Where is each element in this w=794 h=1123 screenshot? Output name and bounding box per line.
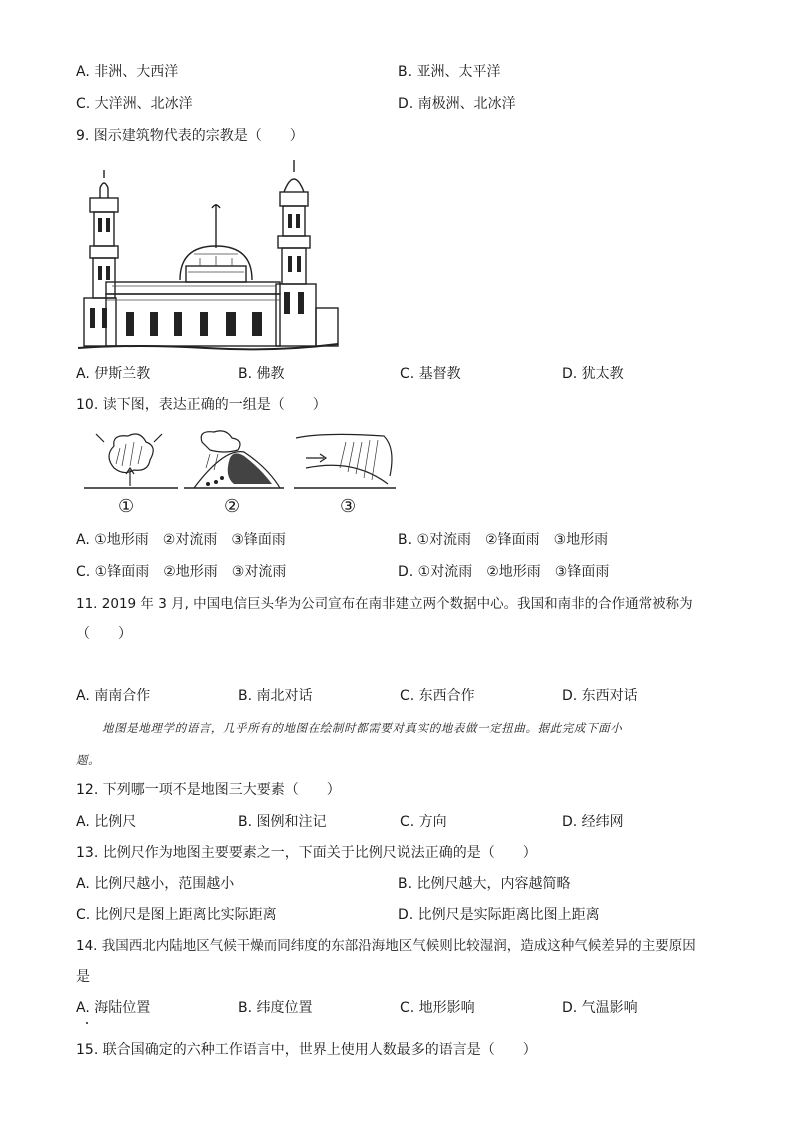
- stray-mark: [86, 1022, 88, 1024]
- q9-option-c[interactable]: C. 基督教: [400, 366, 461, 382]
- q12-option-c[interactable]: C. 方向: [400, 814, 447, 830]
- q12-option-d[interactable]: D. 经纬网: [562, 814, 624, 830]
- q10-option-c[interactable]: C. ①锋面雨 ②地形雨 ③对流雨: [76, 564, 287, 580]
- q10-option-a[interactable]: A. ①地形雨 ②对流雨 ③锋面雨: [76, 532, 286, 548]
- q12-option-a[interactable]: A. 比例尺: [76, 814, 137, 830]
- precipitation-types-figure: [84, 428, 404, 494]
- q14-stem: 14. 我国西北内陆地区气候干燥而同纬度的东部沿海地区气候则比较湿润，造成这种气候差异的主要原因: [76, 938, 696, 954]
- q14-stem-cont: 是: [76, 969, 90, 985]
- q8-option-c[interactable]: C. 大洋洲、北冰洋: [76, 96, 193, 112]
- q11-stem-cont: （ ）: [76, 626, 132, 642]
- q13-option-d[interactable]: D. 比例尺是实际距离比图上距离: [398, 907, 600, 923]
- q10-option-d[interactable]: D. ①对流雨 ②地形雨 ③锋面雨: [398, 564, 610, 580]
- figure-label-2: ②: [224, 496, 241, 517]
- q12-stem: 12. 下列哪一项不是地图三大要素（ ）: [76, 782, 341, 798]
- q13-stem: 13. 比例尺作为地图主要要素之一，下面关于比例尺说法正确的是（ ）: [76, 845, 537, 861]
- q13-option-a[interactable]: A. 比例尺越小，范围越小: [76, 876, 235, 892]
- q13-option-c[interactable]: C. 比例尺是图上距离比实际距离: [76, 907, 277, 923]
- q14-option-a[interactable]: A. 海陆位置: [76, 1000, 151, 1016]
- q8-option-b[interactable]: B. 亚洲、太平洋: [398, 64, 501, 80]
- q9-stem: 9. 图示建筑物代表的宗教是（ ）: [76, 128, 304, 144]
- q13-option-b[interactable]: B. 比例尺越大，内容越简略: [398, 876, 571, 892]
- mosque-illustration: [76, 158, 340, 352]
- figure-label-3: ③: [340, 496, 357, 517]
- reading-passage: [76, 712, 726, 776]
- q10-option-b[interactable]: B. ①对流雨 ②锋面雨 ③地形雨: [398, 532, 609, 548]
- q14-option-c[interactable]: C. 地形影响: [400, 1000, 475, 1016]
- q9-option-a[interactable]: A. 伊斯兰教: [76, 366, 151, 382]
- q12-option-b[interactable]: B. 图例和注记: [238, 814, 327, 830]
- q11-option-a[interactable]: A. 南南合作: [76, 688, 151, 704]
- passage-line-2: 题。: [76, 753, 101, 767]
- q11-option-b[interactable]: B. 南北对话: [238, 688, 313, 704]
- q9-option-d[interactable]: D. 犹太教: [562, 366, 624, 382]
- q10-stem: 10. 读下图，表达正确的一组是（ ）: [76, 397, 327, 413]
- q14-option-b[interactable]: B. 纬度位置: [238, 1000, 313, 1016]
- q15-stem: 15. 联合国确定的六种工作语言中，世界上使用人数最多的语言是（ ）: [76, 1042, 537, 1058]
- q14-option-d[interactable]: D. 气温影响: [562, 1000, 638, 1016]
- q11-stem: 11. 2019 年 3 月, 中国电信巨头华为公司宣布在南非建立两个数据中心。我国和南非的合作通常被称为: [76, 596, 693, 612]
- passage-line-1: 地图是地理学的语言，几乎所有的地图在绘制时都需要对真实的地表做一定扭曲。据此完成下面小: [102, 721, 623, 735]
- q11-option-c[interactable]: C. 东西合作: [400, 688, 475, 704]
- q11-option-d[interactable]: D. 东西对话: [562, 688, 638, 704]
- figure-label-1: ①: [118, 496, 135, 517]
- q8-option-a[interactable]: A. 非洲、大西洋: [76, 64, 179, 80]
- q9-option-b[interactable]: B. 佛教: [238, 366, 285, 382]
- q8-option-d[interactable]: D. 南极洲、北冰洋: [398, 96, 516, 112]
